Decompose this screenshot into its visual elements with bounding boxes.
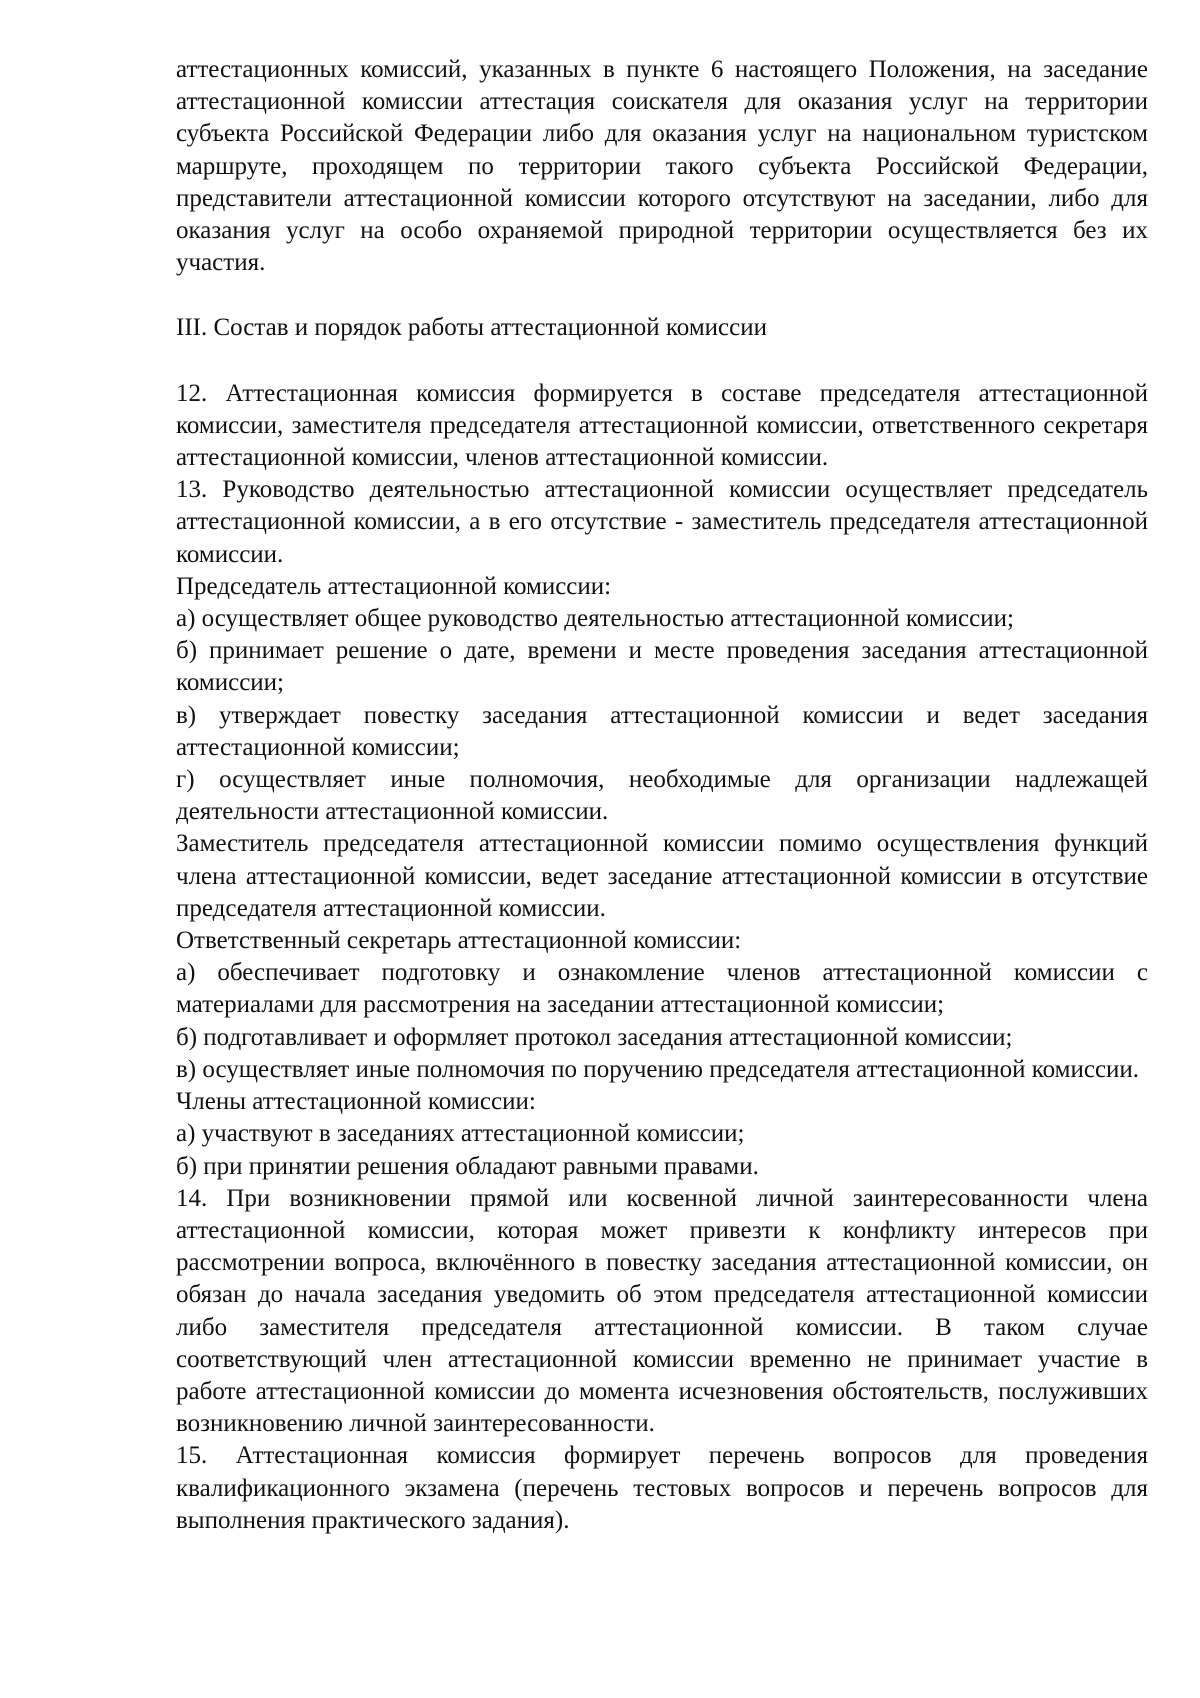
list-item: а) осуществляет общее руководство деятельностью аттестационной комиссии; — [176, 605, 1014, 633]
deputy-paragraph: Заместитель председателя аттестационной комиссии помимо осуществления функций члена аттестационной комиссии, ведет заседание аттестационной комиссии в отсутствие председателя аттестационной комиссии. — [176, 830, 1148, 922]
members-heading: Члены аттестационной комиссии: — [176, 1088, 536, 1116]
list-item: в) осуществляет иные полномочия по поручению председателя аттестационной комиссии. — [176, 1055, 1140, 1083]
paragraph-gap — [176, 345, 1148, 378]
list-item: в) утверждает повестку заседания аттестационной комиссии и ведет заседания аттестационной комиссии; — [176, 701, 1148, 761]
section-heading: III. Состав и порядок работы аттестационной комиссии — [176, 314, 767, 342]
chairman-heading: Председатель аттестационной комиссии: — [176, 572, 612, 600]
paragraph-continuation: аттестационных комиссий, указанных в пункте 6 настоящего Положения, на заседание аттестационной комиссии аттестация соискателя для оказания услуг на территории субъекта Российской Федерации либо для оказания услуг на национальном туристском маршруте, проходящем по территории такого субъекта Российской Федерации, представители аттестационной комиссии которого отсутствуют на заседании, либо для оказания услуг на особо охраняемой природной территории осуществляется без их участия. — [176, 56, 1148, 277]
paragraph-gap — [176, 279, 1148, 312]
list-item: а) обеспечивает подготовку и ознакомление членов аттестационной комиссии с материалами для рассмотрения на заседании аттестационной комиссии; — [176, 959, 1148, 1019]
list-item: г) осуществляет иные полномочия, необходимые для организации надлежащей деятельности аттестационной комиссии. — [176, 766, 1148, 826]
paragraph-15: 15. Аттестационная комиссия формирует перечень вопросов для проведения квалификационного экзамена (перечень тестовых вопросов и перечень вопросов для выполнения практического задания). — [176, 1442, 1148, 1534]
secretary-heading: Ответственный секретарь аттестационной комиссии: — [176, 927, 742, 955]
list-item: б) принимает решение о дате, времени и месте проведения заседания аттестационной комиссии; — [176, 637, 1148, 697]
list-item: а) участвуют в заседаниях аттестационной комиссии; — [176, 1120, 745, 1148]
paragraph-12: 12. Аттестационная комиссия формируется в составе председателя аттестационной комиссии, заместителя председателя аттестационной комиссии, ответственного секретаря аттестационной комиссии, членов аттестационной комиссии. — [176, 379, 1148, 472]
list-item: б) подготавливает и оформляет протокол заседания аттестационной комиссии; — [176, 1023, 1013, 1051]
paragraph-14: 14. При возникновении прямой или косвенной личной заинтересованности члена аттестационной комиссии, которая может привезти к конфликту интересов при рассмотрении вопроса, включённого в повестку заседания аттестационной комиссии, он обязан до начала заседания уведомить об этом председателя аттестационной комиссии либо заместителя председателя аттестационной комиссии. В таком случае соответствующий член аттестационной комиссии временно не принимает участие в работе аттестационной комиссии до момента исчезновения обстоятельств, послуживших возникновению личной заинтересованности. — [176, 1184, 1148, 1438]
paragraph-13: 13. Руководство деятельностью аттестационной комиссии осуществляет председатель аттестационной комиссии, а в его отсутствие - заместитель председателя аттестационной комиссии. — [176, 476, 1148, 568]
document-page — [176, 54, 1148, 1537]
list-item: б) при принятии решения обладают равными правами. — [176, 1152, 759, 1180]
